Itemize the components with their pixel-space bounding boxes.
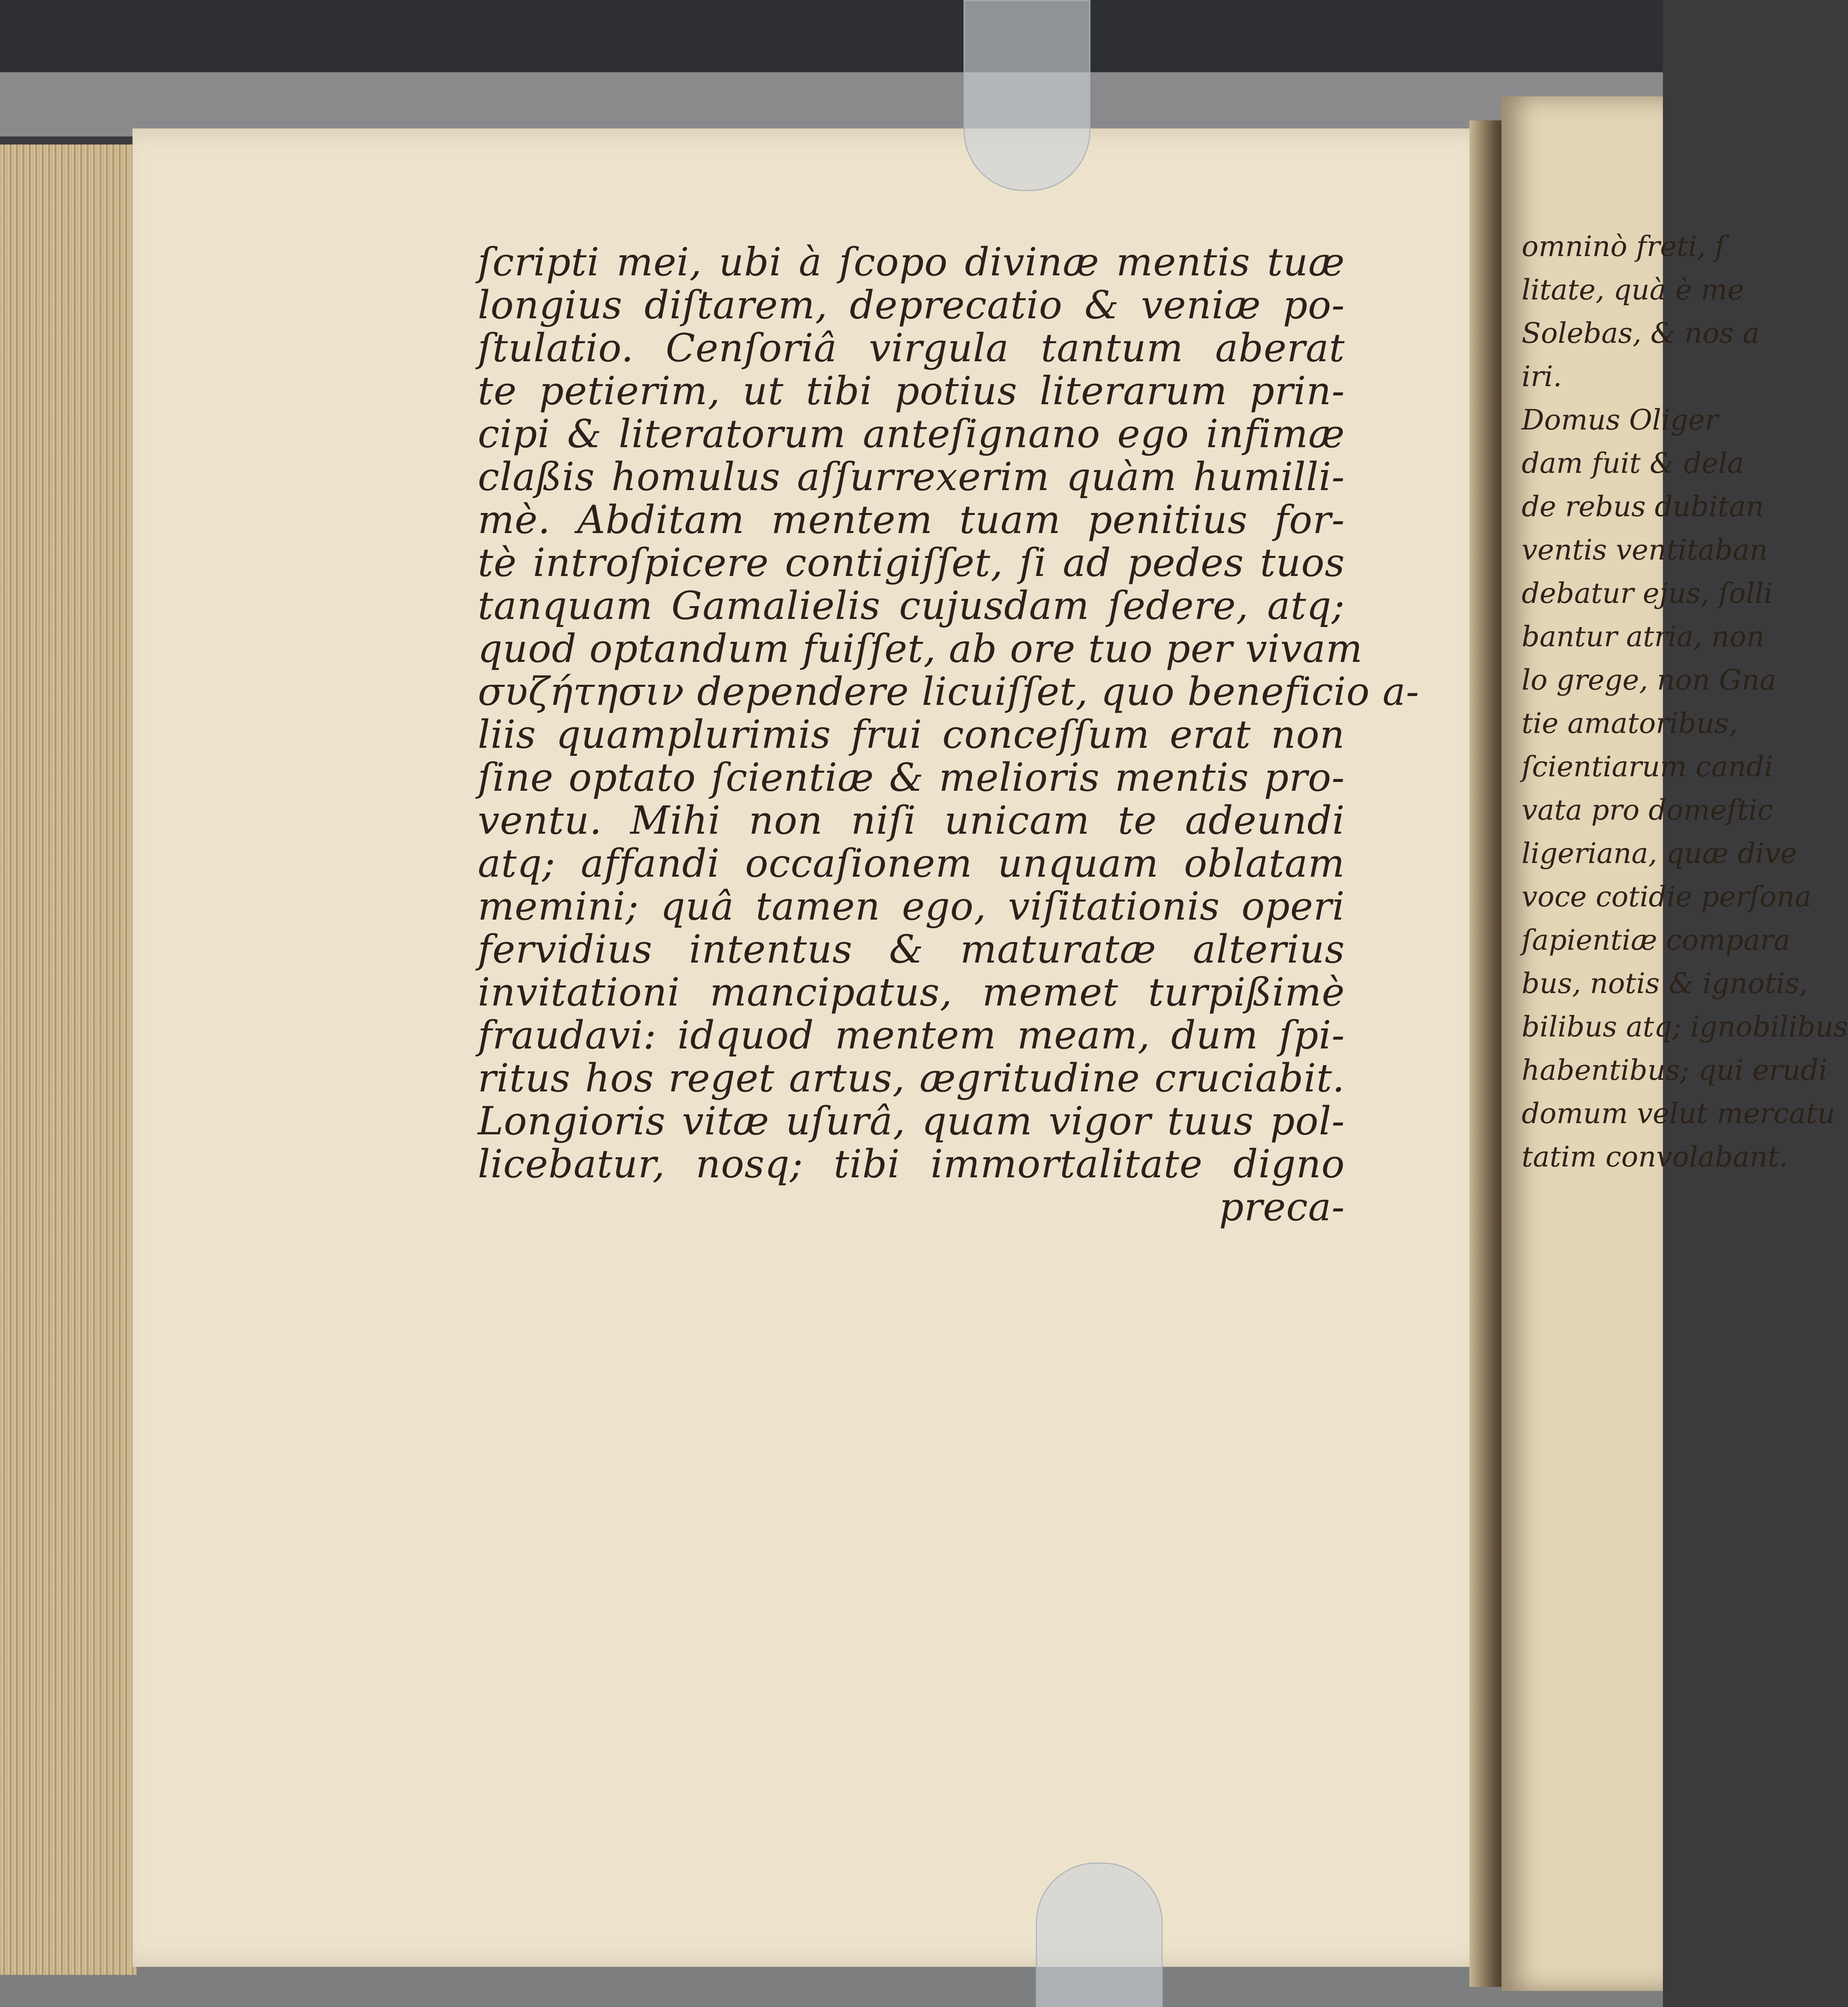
text-line: licebatur, nosq; tibi immortalitate digno [478,1142,1345,1187]
text-line: invitationi mancipatus, memet turpißimè [478,970,1345,1015]
book-clip-top [964,0,1090,191]
book-clip-bottom [1036,1862,1163,2007]
text-line: cipi & literatorum anteſignano ego infimæ [478,411,1345,456]
text-line: voce cotidie perſona [1522,880,1811,913]
text-line: ſcripti mei, ubi à ſcopo divinæ mentis tuæ [478,240,1345,285]
right-page-text [1522,225,1848,1179]
text-line: lo grege, non Gna [1522,664,1777,696]
text-line: ritus hos reget artus, ægritudine cruciabit. [478,1056,1345,1101]
text-line: te petierim, ut tibi potius literarum prin- [478,368,1345,413]
text-line: tanquam Gamalielis cujusdam ſedere, atq; [478,583,1345,628]
text-line: longius diſtarem, deprecatio & veniæ po- [478,283,1345,328]
dark-backdrop [0,0,1663,76]
grey-backdrop [0,72,1663,136]
text-line: ligeriana, quæ dive [1522,837,1797,870]
text-line: claßis homulus aſſurrexerim quàm humilli- [478,454,1345,499]
text-line: fervidius intentus & maturatæ alterius [478,927,1345,972]
text-line: memini; quâ tamen ego, viſitationis operi [478,884,1345,929]
text-line: de rebus dubitan [1522,490,1764,523]
text-line: tatim convolabant. [1522,1140,1788,1173]
text-line: mè. Abditam mentem tuam penitius for- [478,497,1345,542]
text-line: bantur atria, non [1522,620,1764,653]
text-line: Longioris vitæ uſurâ, quam vigor tuus pol- [478,1099,1345,1144]
text-line: habentibus; qui erudi [1522,1054,1828,1087]
text-line: domum velut mercatu [1522,1097,1836,1130]
page-edges [0,145,137,1975]
text-line: ſcientiarum candi [1522,750,1773,783]
text-line: dam fuit & dela [1522,447,1744,480]
text-line: ventis ventitaban [1522,533,1768,566]
text-line: Solebas, & nos a [1522,317,1760,350]
text-line: tè introſpicere contigiſſet, ſi ad pedes tuos [478,540,1345,585]
text-line: atq; affandi occaſionem unquam oblatam [478,841,1345,886]
text-line: omninò freti, ſ [1522,230,1726,263]
text-line: quod optandum fuiſſet, ab ore tuo per vivam [478,626,1363,671]
text-line: συζήτησιν dependere licuiſſet, quo beneficio a- [478,669,1420,714]
text-line: Domus Oliger [1522,403,1718,436]
text-line: vata pro domeſtic [1522,794,1773,826]
text-line: ſapientiæ compara [1522,924,1791,957]
text-line: bilibus atq; ignobilibus [1522,1010,1848,1043]
catchword: preca- [1219,1185,1345,1229]
text-line: bus, notis & ignotis, [1522,967,1808,1000]
text-line: fraudavi: idquod mentem meam, dum ſpi- [478,1013,1345,1058]
table-surface [0,1967,1663,2007]
left-page-text [478,240,1420,1229]
text-line: litate, quà è me [1522,273,1744,306]
text-line: ſtulatio. Cenſoriâ virgula tantum aberat [478,326,1345,370]
text-line: iri. [1522,360,1562,393]
text-line: ſine optato ſcientiæ & melioris mentis pro- [478,755,1345,800]
text-line: tie amatoribus, [1522,707,1738,740]
text-line: debatur ejus, ſolli [1522,577,1773,610]
text-line: ventu. Mihi non niſi unicam te adeundi [478,798,1345,843]
text-line: liis quamplurimis frui conceſſum erat non [478,712,1345,757]
